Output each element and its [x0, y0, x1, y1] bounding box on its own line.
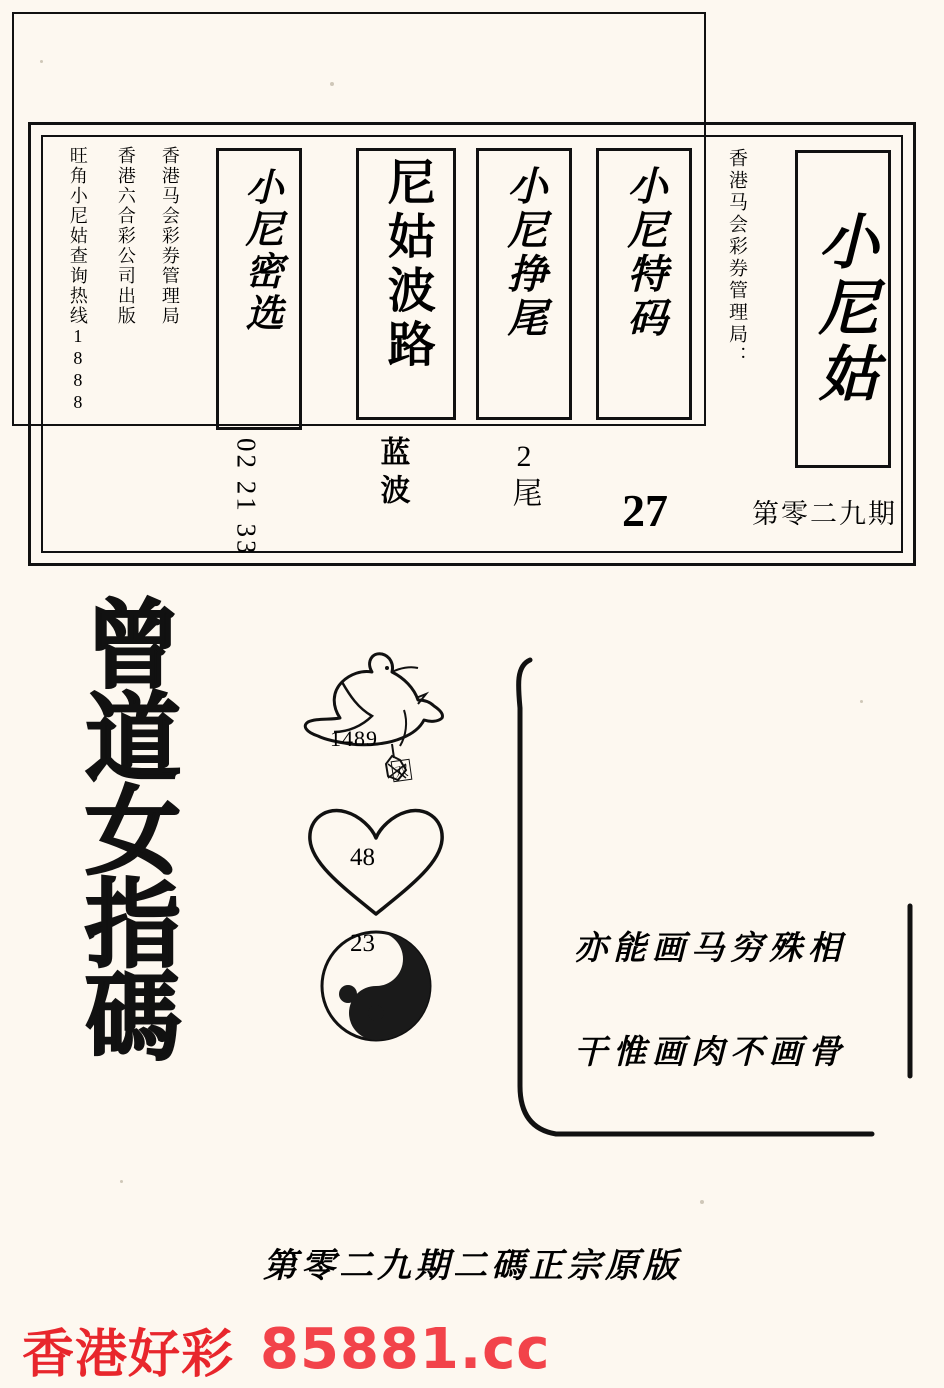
headline-char-2: 道: [85, 683, 181, 796]
cell-wave-path: [356, 148, 456, 420]
dove-icon: [288, 648, 468, 798]
poem-line-2: 干惟画肉不画骨: [574, 1035, 847, 1071]
cell-secret-pick-label: 小尼密选: [238, 167, 281, 335]
headline-char-4: 指: [85, 869, 181, 982]
issue-number: 第零二九期: [752, 499, 897, 529]
cell-wave-path-value: 蓝波: [375, 436, 409, 512]
heart-number: 48: [350, 844, 375, 871]
footer-url[interactable]: 85881.cc: [260, 1317, 551, 1382]
cell-tail-pick-value: 2尾: [507, 440, 541, 511]
dove-number: 1489: [330, 726, 378, 751]
headline-char-1: 曾: [85, 590, 181, 702]
yin-yang-number: 23: [350, 930, 375, 957]
paper-speck: [700, 1200, 704, 1204]
footer-brand: 香港好彩: [22, 1325, 235, 1385]
cell-tail-pick: [476, 148, 572, 420]
poem-line-1: 亦能画马穷殊相: [574, 931, 847, 967]
footer-watermark: [22, 1312, 551, 1387]
symbol-column: [288, 648, 468, 1058]
cell-secret-pick-value: 02 21 33: [231, 438, 262, 557]
cell-special-code: [596, 148, 692, 420]
headline-char-5: 碼: [85, 962, 181, 1075]
cell-special-code-label: 小尼特码: [622, 165, 667, 341]
paper-speck: [120, 1180, 123, 1183]
poster-title: 小尼姑: [810, 210, 877, 408]
cell-wave-path-label: 尼姑波路: [380, 157, 434, 373]
main-headline: [58, 590, 208, 1075]
dove-tag: 双: [391, 759, 413, 782]
cell-tail-pick-label: 小尼挣尾: [502, 165, 547, 341]
headline-char-3: 女: [85, 776, 181, 889]
yin-yang-icon: [288, 928, 468, 1058]
cell-special-code-value: 27: [622, 485, 668, 536]
authority-line: 香港马会彩券管理局：: [725, 148, 747, 368]
poster-title-box: [795, 150, 891, 468]
credit-line-3: 旺角小尼姑查询热线1888: [67, 146, 88, 414]
credit-line-2: 香港六合彩公司出版: [115, 146, 136, 326]
cell-secret-pick: [216, 148, 302, 430]
heart-icon: [288, 798, 468, 928]
credit-line-1: 香港马会彩券管理局: [159, 146, 180, 326]
bottom-caption: 第零二九期二碼正宗原版: [263, 1248, 681, 1285]
